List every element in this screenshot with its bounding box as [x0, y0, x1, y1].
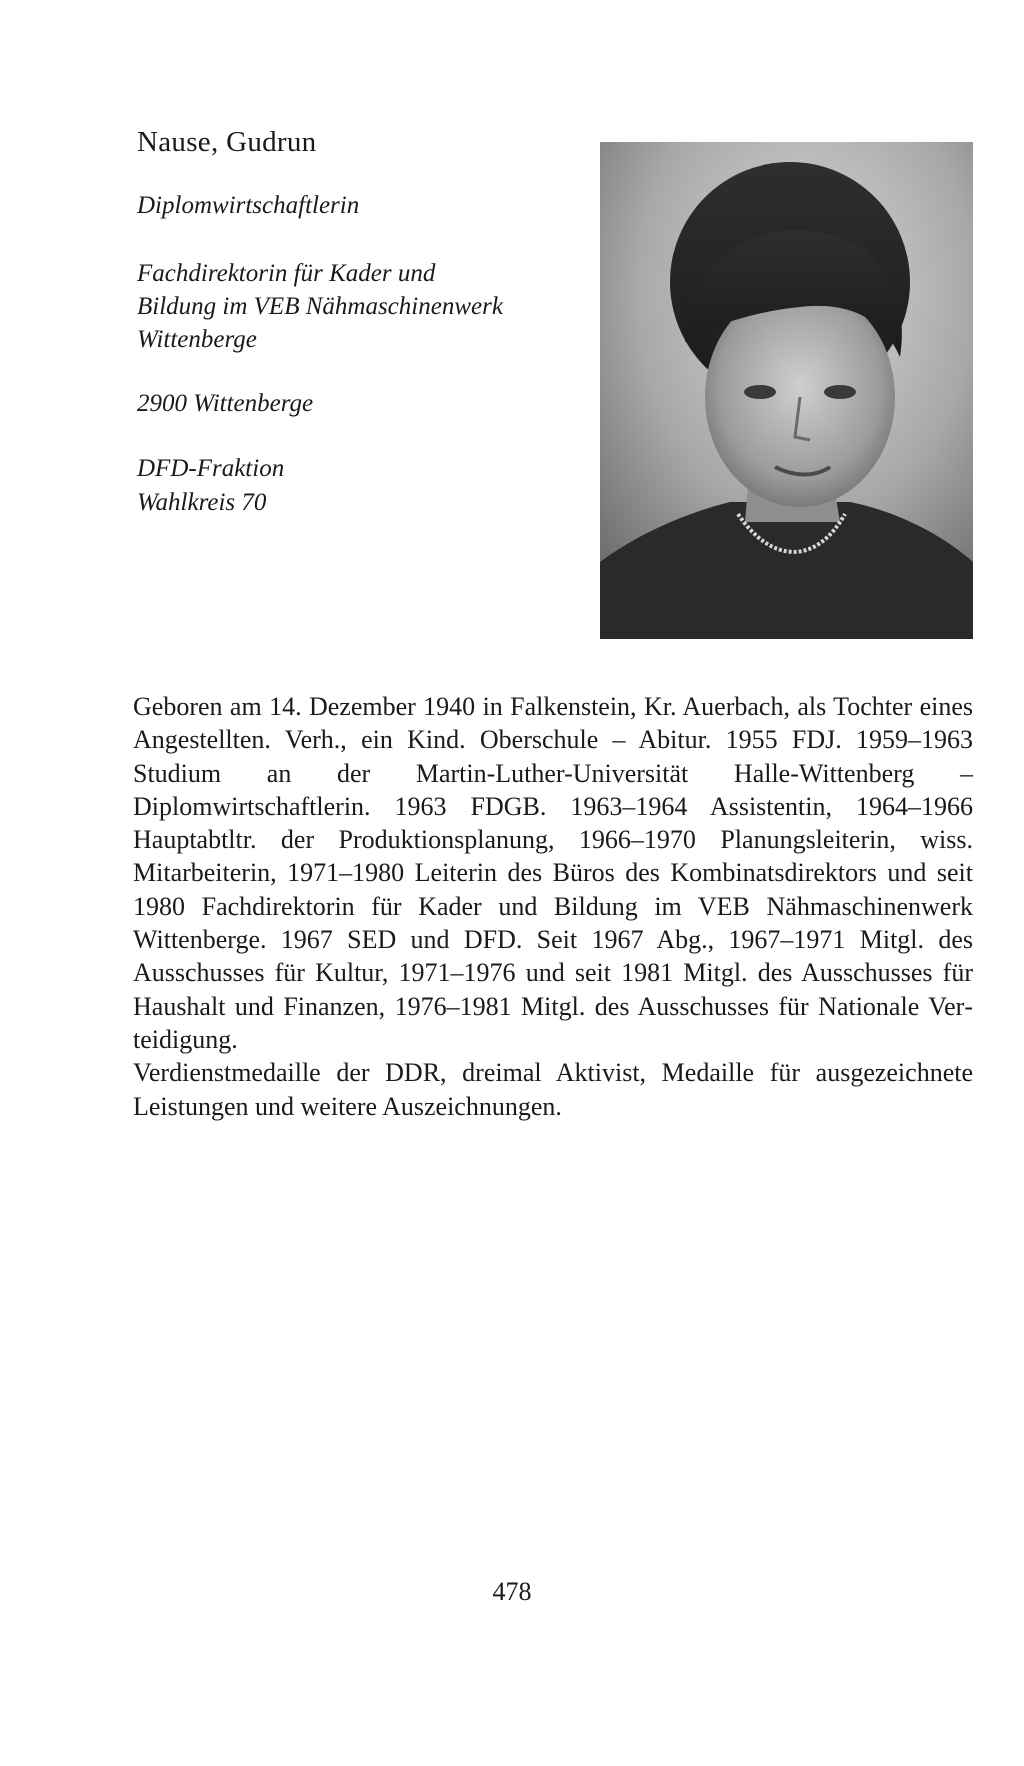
faction-block [137, 452, 284, 520]
constituency: Wahlkreis 70 [137, 489, 267, 516]
job-position [137, 257, 537, 356]
address: 2900 Wittenberge [137, 390, 314, 417]
person-name: Nause, Gudrun [137, 126, 317, 158]
awards-text: Verdienstmedaille der DDR, dreimal Aktivist, Medaille für ausgezeichnete Leistungen und weitere Auszeichnungen. [133, 1058, 973, 1121]
job-position-line: Bildung im VEB Nähmaschinenwerk [137, 293, 503, 320]
faction: DFD-Fraktion [137, 455, 285, 482]
portrait-photo [600, 142, 973, 639]
job-position-line: Wittenberge [137, 326, 257, 353]
profession: Diplomwirtschaftlerin [137, 192, 360, 219]
page-number: 478 [492, 1577, 532, 1606]
biography-text: Geboren am 14. Dezember 1940 in Falkenstein, Kr. Auerbach, als Tochter eines Angestellten. Verh., ein Kind. Oberschule – Abitur. 1955 FDJ. 1959–1963 Studium an der Martin-Luther-Universität Halle-Wittenberg – Diplomwirtschaftlerin. 1963 FDGB. 1963–1964 Assistentin, 1964–1966 Hauptabtltr. der Produktionsplanung, 1966–1970 Planungsleiterin, wiss. Mitarbeiterin, 1971–1980 Leiterin des Büros des Kombinatsdirektors und seit 1980 Fachdirektorin für Kader und Bildung im VEB Nähmaschinenwerk Wittenberge. 1967 SED und DFD. Seit 1967 Abg., 1967–1971 Mitgl. des Ausschusses für Kultur, 1971–1976 und seit 1981 Mitgl. des Ausschusses für Haushalt und Finanzen, 1976–1981 Mitgl. des Ausschusses für Nationale Verteidigung. [133, 692, 973, 1054]
biography [133, 690, 973, 1123]
job-position-line: Fachdirektorin für Kader und [137, 260, 436, 287]
